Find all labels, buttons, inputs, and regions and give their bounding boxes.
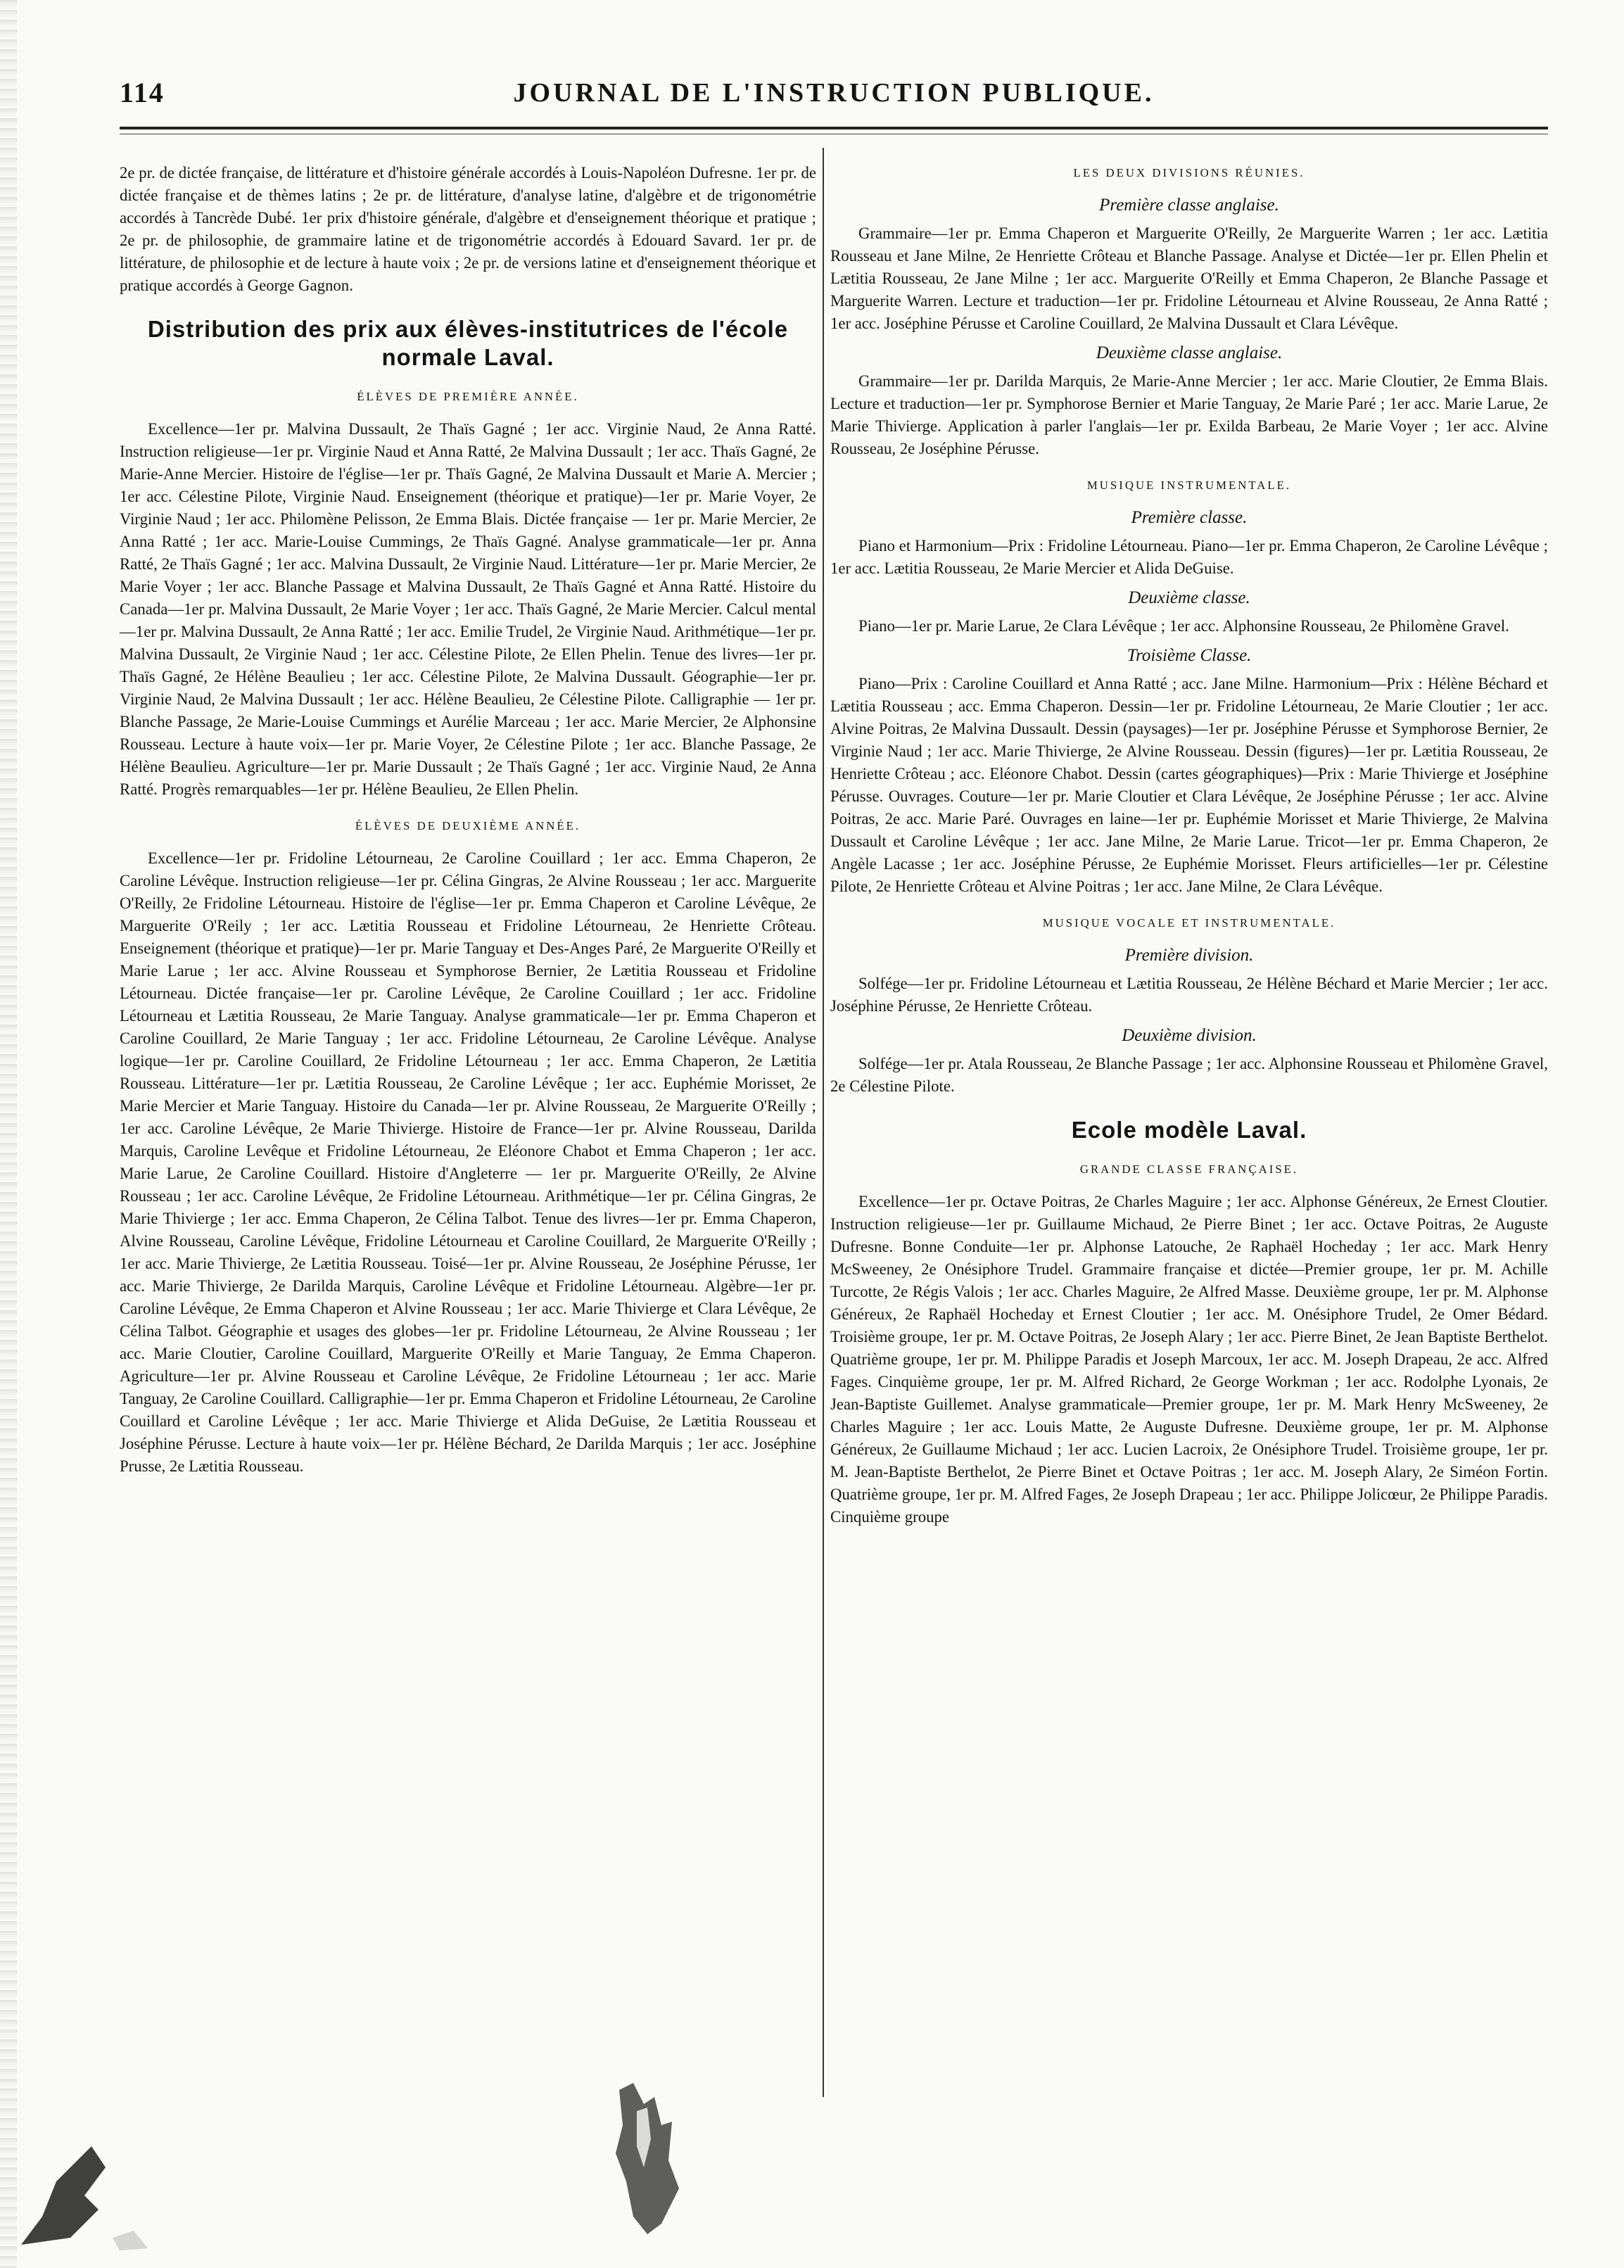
grande-classe-paragraph: Excellence—1er pr. Octave Poitras, 2e Charles Maguire ; 1er acc. Alphonse Généreux, 2e Ernest Cloutier. Instruction religieuse—1er pr. Guillaume Michaud, 2e Pierre Binet ; 1er acc. Octave Poitras, 2e Auguste Dufresne. Bonne Conduite—1er pr. Alphonse Latouche, 2e Raphaël Hocheday ; 1er acc. Mark Henry McSweeney, 2e Onésiphore Trudel. Grammaire française et dictée—Premier groupe, 1er pr. M. Achille Turcotte, 2e Régis Valois ; 1er acc. Charles Maguire, 2e Alfred Masse. Deuxième groupe, 1er pr. M. Alphonse Généreux, 2e Raphaël Hocheday et Ernest Cloutier ; 1er acc. M. Onésiphore Trudel, 2e Omer Bédard. Troisième groupe, 1er pr. M. Octave Poitras, 2e Joseph Alary ; 1er acc. Pierre Binet, 2e Jean Baptiste Berthelot. Quatrième groupe, 1er pr. M. Philippe Paradis et Joseph Marcoux, 1er acc. M. Joseph Drapeau, 2e acc. Alfred Fages. Cinquième groupe, 1er pr. M. Alfred Richard, 2e George Workman ; 1er acc. Rodolphe Lyonais, 2e Jean-Baptiste Guillemet. Analyse grammaticale—Premier groupe, 1er pr. M. Mark Henry McSweeney, 2e Charles Maguire ; 1er acc. Louis Matte, 2e Auguste Dufresne. Deuxième groupe, 1er pr. M. Alphonse Généreux, 2e Guillaume Michaud ; 1er acc. Lucien Lacroix, 2e Onésiphore Trudel. Troisième groupe, 1er pr. M. Jean-Baptiste Berthelot, 2e Pierre Binet et Octave Poitras ; 1er acc. M. Joseph Alary, 2e Siméon Fortin. Quatrième groupe, 1er pr. M. Alfred Fages, 2e Joseph Drapeau ; 1er acc. Philippe Jolicœur, 2e Philippe Paradis. Cinquième groupe <box>830 1193 1548 1526</box>
header-rule-thick <box>120 127 1548 129</box>
intro-paragraph: 2e pr. de dictée française, de littérature et d'histoire générale accordés à Louis-Napoléon Dufresne. 1er pr. de dictée française et de thèmes latins ; 2e pr. de littérature, d'analyse latine, d'algèbre et de trigonométrie accordés à Tancrède Dubé. 1er prix d'histoire générale, d'algèbre et d'enseignement théorique et pratique ; 2e pr. de philosophie, de grammaire latine et de trigonométrie accordés à Edouard Savard. 1er pr. de littérature, de philosophie et de lecture à haute voix ; 2e pr. de versions latine et d'enseignement théorique et pratique accordés à George Gagnon. <box>120 164 816 294</box>
left-column <box>120 162 816 1482</box>
music-second-heading: Deuxième classe. <box>1128 588 1250 607</box>
vocal-second-heading: Deuxième division. <box>1122 1026 1257 1045</box>
grande-classe-heading: GRANDE CLASSE FRANÇAISE. <box>1079 1162 1299 1176</box>
scan-edge-marks <box>0 0 17 2268</box>
column-divider <box>823 148 824 2097</box>
page-header <box>120 76 1548 118</box>
english-second-heading: Deuxième classe anglaise. <box>1096 343 1283 362</box>
ink-stain-mark <box>605 2083 690 2238</box>
music-instrumental-heading: MUSIQUE INSTRUMENTALE. <box>1086 479 1292 492</box>
music-vocal-heading: MUSIQUE VOCALE ET INSTRUMENTALE. <box>1042 916 1336 930</box>
english-second-paragraph: Grammaire—1er pr. Darilda Marquis, 2e Marie-Anne Mercier ; 1er acc. Marie Cloutier, 2e Emma Blais. Lecture et traduction—1er pr. Symphorose Bernier et Marie Tanguay, 2e Marie Paré ; 1er acc. Marie Larue, 2e Marie Thivierge. Application à parler l'anglais—1er pr. Exilda Barbeau, 2e Marie Voyer ; 1er acc. Alvine Rousseau, 2e Joséphine Pérusse. <box>830 372 1548 457</box>
journal-title: JOURNAL DE L'INSTRUCTION PUBLIQUE. <box>513 78 1155 108</box>
second-year-heading: ÉLÈVES DE DEUXIÈME ANNÉE. <box>355 819 581 832</box>
vocal-first-paragraph: Solfége—1er pr. Fridoline Létourneau et Lætitia Rousseau, 2e Hélène Béchard et Marie Mercier ; 1er acc. Joséphine Pérusse, 2e Henriette Crôteau. <box>830 975 1548 1015</box>
both-divisions-heading: LES DEUX DIVISIONS RÉUNIES. <box>1073 166 1305 179</box>
first-year-heading: ÉLÈVES DE PREMIÈRE ANNÉE. <box>357 390 579 403</box>
music-third-paragraph: Piano—Prix : Caroline Couillard et Anna Ratté ; acc. Jane Milne. Harmonium—Prix : Hélène Béchard et Lætitia Rousseau ; acc. Emma Chaperon. Dessin—1er pr. Fridoline Létourneau, 2e Marie Cloutier ; 1er acc. Alvine Poitras, 2e Malvina Dussault. Dessin (paysages)—1er pr. Joséphine Pérusse et Symphorose Bernier, 2e Virginie Naud ; 1er acc. Marie Thivierge, 2e Alvine Rousseau. Dessin (figures)—1er pr. Lætitia Rousseau, 2e Henriette Crôteau ; acc. Eléonore Chabot. Dessin (cartes géographiques)—Prix : Marie Thivierge et Joséphine Pérusse. Ouvrages. Couture—1er pr. Marie Cloutier et Clara Lévêque, 2e Joséphine Pérusse ; 1er acc. Alvine Poitras, 2e acc. Marie Paré. Ouvrages en laine—1er pr. Euphémie Morisset et Marie Thivierge, 2e Malvina Dussault et Caroline Lévêque ; 1er acc. Jane Milne, 2e Marie Larue. Tricot—1er pr. Emma Chaperon, 2e Angèle Lacasse ; 1er acc. Joséphine Pérusse, 2e Euphémie Morisset. Fleurs artificielles—1er pr. Célestine Pilote, 2e Henriette Crôteau et Alvine Poitras ; 1er acc. Jane Milne, 2e Clara Lévêque. <box>830 675 1548 895</box>
music-second-paragraph: Piano—1er pr. Marie Larue, 2e Clara Lévêque ; 1er acc. Alphonsine Rousseau, 2e Philomène Gravel. <box>858 617 1509 635</box>
page-number: 114 <box>120 77 165 108</box>
english-first-paragraph: Grammaire—1er pr. Emma Chaperon et Marguerite O'Reilly, 2e Marguerite Warren ; 1er acc. Lætitia Rousseau et Jane Milne, 2e Henriette Crôteau et Blanche Passage. Analyse et Dictée—1er pr. Ellen Phelin et Lætitia Rousseau, 2e Jane Milne ; 1er acc. Marguerite O'Reilly et Emma Chaperon, 2e Blanche Passage et Marguerite Warren. Lecture et traduction—1er pr. Fridoline Létourneau et Alvine Rousseau, 2e Anna Ratté ; 1er acc. Joséphine Pérusse et Caroline Couillard, 2e Malvina Dussault et Clara Lévêque. <box>830 224 1548 332</box>
corner-smudge-mark <box>14 2132 155 2252</box>
music-first-heading: Première classe. <box>1131 508 1248 527</box>
vocal-first-heading: Première division. <box>1124 946 1254 965</box>
music-first-paragraph: Piano et Harmonium—Prix : Fridoline Létourneau. Piano—1er pr. Emma Chaperon, 2e Caroline Lévêque ; 1er acc. Lætitia Rousseau, 2e Marie Mercier et Alida DeGuise. <box>830 537 1548 577</box>
second-year-paragraph: Excellence—1er pr. Fridoline Létourneau, 2e Caroline Couillard ; 1er acc. Emma Chaperon, 2e Caroline Lévêque. Instruction religieuse—1er pr. Célina Gingras, 2e Alvine Rousseau ; 1er acc. Marguerite O'Reilly, 2e Fridoline Létourneau. Histoire de l'église—1er pr. Emma Chaperon et Caroline Lévêque, 2e Marguerite O'Reily ; 1er acc. Lætitia Rousseau et Fridoline Létourneau, 2e Henriette Crôteau. Enseignement (théorique et pratique)—1er pr. Marie Tanguay et Des-Anges Paré, 2e Marguerite O'Reilly et Marie Larue ; 1er acc. Alvine Rousseau et Symphorose Bernier, 2e Lætitia Rousseau et Fridoline Létourneau. Dictée française—1er pr. Caroline Lévêque, 2e Caroline Couillard ; 1er acc. Fridoline Létourneau et Lætitia Rousseau, 2e Marie Tanguay. Analyse grammaticale—1er pr. Emma Chaperon et Caroline Couillard, 2e Marie Tanguay ; 1er acc. Fridoline Létourneau, 2e Caroline Lévêque. Analyse logique—1er pr. Caroline Couillard, 2e Fridoline Létourneau ; 1er acc. Emma Chaperon, 2e Lætitia Rousseau. Littérature—1er pr. Lætitia Rousseau, 2e Caroline Lévêque ; 1er acc. Euphémie Morisset, 2e Marie Mercier et Marie Tanguay. Histoire du Canada—1er pr. Alvine Rousseau, 2e Marguerite O'Reilly ; 1er acc. Caroline Lévêque, 2e Marie Thivierge. Histoire de France—1er pr. Alvine Rousseau, Darilda Marquis, Caroline Levêque et Fridoline Létourneau, 2e Eléonore Chabot et Emma Chaperon ; 1er acc. Marie Larue, 2e Caroline Couillard. Histoire d'Angleterre — 1er pr. Marguerite O'Reilly, 2e Alvine Rousseau ; 1er acc. Caroline Lévêque, 2e Fridoline Létourneau. Arithmétique—1er pr. Célina Gingras, 2e Marie Thivierge ; 1er acc. Emma Chaperon, 2e Célina Talbot. Tenue des livres—1er pr. Emma Chaperon, Alvine Rousseau, Caroline Lévêque, Fridoline Létourneau et Caroline Couillard, 2e Marguerite O'Reilly ; 1er acc. Marie Thivierge, 2e Lætitia Rousseau. Toisé—1er pr. Alvine Rousseau, 2e Joséphine Pérusse, 1er acc. Marie Thivierge, 2e Darilda Marquis, Caroline Lévêque et Fridoline Létourneau. Algèbre—1er pr. Caroline Lévêque, 2e Emma Chaperon et Alvine Rousseau ; 1er acc. Marie Thivierge et Clara Lévêque, 2e Célina Talbot. Géographie et usages des globes—1er pr. Fridoline Létourneau, 2e Alvine Rousseau ; 1er acc. Marie Cloutier, Caroline Couillard, Marguerite O'Reilly et Marie Tanguay, 2e Emma Chaperon. Agriculture—1er pr. Alvine Rousseau et Caroline Lévêque, 2e Fridoline Létourneau ; 1er acc. Marie Tanguay, 2e Caroline Couillard. Calligraphie—1er pr. Emma Chaperon et Fridoline Létourneau, 2e Caroline Couillard et Caroline Lévêque ; 1er acc. Marie Thivierge et Alida DeGuise, 2e Lætitia Rousseau et Joséphine Pérusse. Lecture à haute voix—1er pr. Hélène Béchard, 2e Darilda Marquis ; 1er acc. Joséphine Prusse, 2e Lætitia Rousseau. <box>120 849 816 1475</box>
model-school-heading: Ecole modèle Laval. <box>1071 1117 1307 1143</box>
music-third-heading: Troisième Classe. <box>1127 646 1252 665</box>
right-column <box>830 162 1548 1533</box>
first-year-paragraph: Excellence—1er pr. Malvina Dussault, 2e Thaïs Gagné ; 1er acc. Virginie Naud, 2e Anna Ratté. Instruction religieuse—1er pr. Virginie Naud et Anna Ratté, 2e Malvina Dussault ; 1er acc. Thaïs Gagné, 2e Marie-Anne Mercier. Histoire de l'église—1er pr. Thaïs Gagné, 2e Malvina Dussault et Marie A. Mercier ; 1er acc. Célestine Pilote, Virginie Naud. Enseignement (théorique et pratique)—1er pr. Marie Voyer, 2e Virginie Naud ; 1er acc. Philomène Pelisson, 2e Emma Blais. Dictée française — 1er pr. Marie Mercier, 2e Anna Ratté ; 1er acc. Marie-Louise Cummings, 2e Thaïs Gagné. Analyse grammaticale—1er pr. Anna Ratté, 2e Thaïs Gagné ; 1er acc. Malvina Dussault, 2e Virginie Naud. Littérature—1er pr. Marie Mercier, 2e Marie Voyer ; 1er acc. Blanche Passage et Malvina Dussault, 2e Thaïs Gagné et Anna Ratté. Histoire du Canada—1er pr. Malvina Dussault, 2e Marie Voyer ; 1er acc. Thaïs Gagné, 2e Marie Mercier. Calcul mental—1er pr. Malvina Dussault, 2e Anna Ratté ; 1er acc. Emilie Trudel, 2e Virginie Naud. Arithmétique—1er pr. Malvina Dussault, 2e Virginie Naud ; 1er acc. Célestine Pilote, 2e Ellen Phelin. Tenue des livres—1er pr. Thaïs Gagné, 2e Hélène Beaulieu ; 1er acc. Célestine Pilote, 2e Malvina Dussault. Géographie—1er pr. Virginie Naud, 2e Malvina Dussault ; 1er acc. Hélène Beaulieu, 2e Célestine Pilote. Calligraphie — 1er pr. Blanche Passage, 2e Marie-Louise Cummings et Aurélie Marceau ; 1er acc. Marie Mercier, 2e Alphonsine Rousseau. Lecture à haute voix—1er pr. Marie Voyer, 2e Célestine Pilote ; 1er acc. Blanche Passage, 2e Hélène Beaulieu. Agriculture—1er pr. Marie Dussault ; 2e Thaïs Gagné ; 1er acc. Virginie Naud, 2e Anna Ratté. Progrès remarquables—1er pr. Hélène Beaulieu, 2e Ellen Phelin. <box>120 420 816 798</box>
distribution-heading: Distribution des prix aux élèves-institutrices de l'école normale Laval. <box>147 316 789 370</box>
vocal-second-paragraph: Solfége—1er pr. Atala Rousseau, 2e Blanche Passage ; 1er acc. Alphonsine Rousseau et Philomène Gravel, 2e Célestine Pilote. <box>830 1055 1548 1095</box>
english-first-heading: Première classe anglaise. <box>1099 196 1279 215</box>
